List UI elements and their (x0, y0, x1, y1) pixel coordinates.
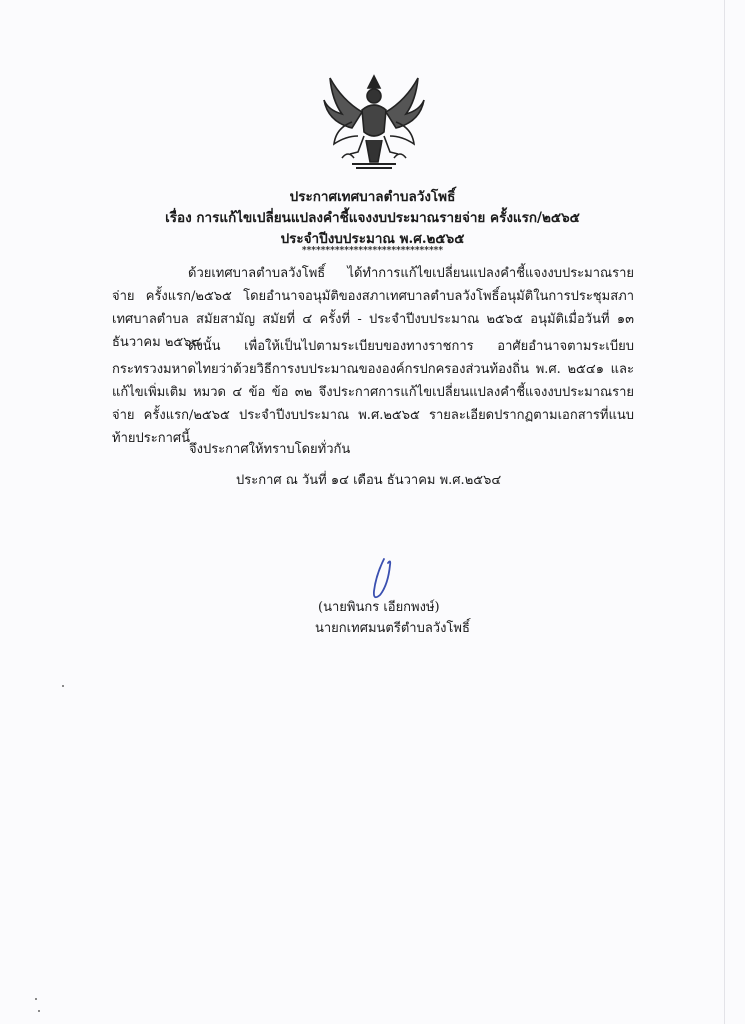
paragraph-2-text: ดังนั้น เพื่อให้เป็นไปตามระเบียบของทางราชการ อาศัยอำนาจตามระเบียบกระทรวงมหาดไทยว่าด้วยวิธีการงบประมาณขององค์กรปกครองส่วนท้องถิ่น พ.ศ. ๒๕๔๑ และแก้ไขเพิ่มเติม หมวด ๔ ข้อ ข้อ ๓๒ จึงประกาศการแก้ไขเปลี่ยนแปลงคำชี้แจงงบประมาณรายจ่าย ครั้งแรก/๒๕๖๕ ประจำปีงบประมาณ พ.ศ.๒๕๖๕ รายละเอียดปรากฏตามเอกสารที่แนบท้ายประกาศนี้ (112, 339, 634, 446)
announcement-title: ประกาศเทศบาลตำบลวังโพธิ์ (289, 189, 456, 205)
divider-stars: ****************************** (301, 246, 444, 256)
announcement-date: ประกาศ ณ วันที่ ๑๔ เดือน ธันวาคม พ.ศ.๒๕๖๔ (236, 473, 502, 488)
garuda-emblem-icon (322, 70, 426, 174)
scan-speck (38, 1010, 40, 1012)
scan-speck (35, 998, 37, 1000)
announcement-subject: เรื่อง การแก้ไขเปลี่ยนแปลงคำชี้แจงงบประมาณรายจ่าย ครั้งแรก/๒๕๖๕ (165, 210, 580, 226)
body-paragraph-2 (112, 335, 634, 450)
signer-title: นายกเทศมนตรีตำบลวังโพธิ์ (315, 621, 470, 636)
fiscal-year-line: ประจำปีงบประมาณ พ.ศ.๒๕๖๕ (280, 231, 465, 247)
closing-statement: จึงประกาศให้ทราบโดยทั่วกัน (189, 442, 351, 457)
signer-name: (นายพินกร เอียกพงษ์) (318, 600, 440, 615)
scan-speck (62, 685, 64, 687)
page-edge (724, 0, 725, 1024)
paragraph-1-text: ด้วยเทศบาลตำบลวังโพธิ์ ได้ทำการแก้ไขเปลี่ยนแปลงคำชี้แจงงบประมาณรายจ่าย ครั้งแรก/๒๕๖๕ โดยอำนาจอนุมัติของสภาเทศบาลตำบลวังโพธิ์อนุมัติในการประชุมสภาเทศบาลตำบล สมัยสามัญ สมัยที่ ๔ ครั้งที่ - ประจำปีงบประมาณ ๒๕๖๕ อนุมัติเมื่อวันที่ ๑๓ ธันวาคม ๒๕๖๔ (112, 266, 634, 350)
